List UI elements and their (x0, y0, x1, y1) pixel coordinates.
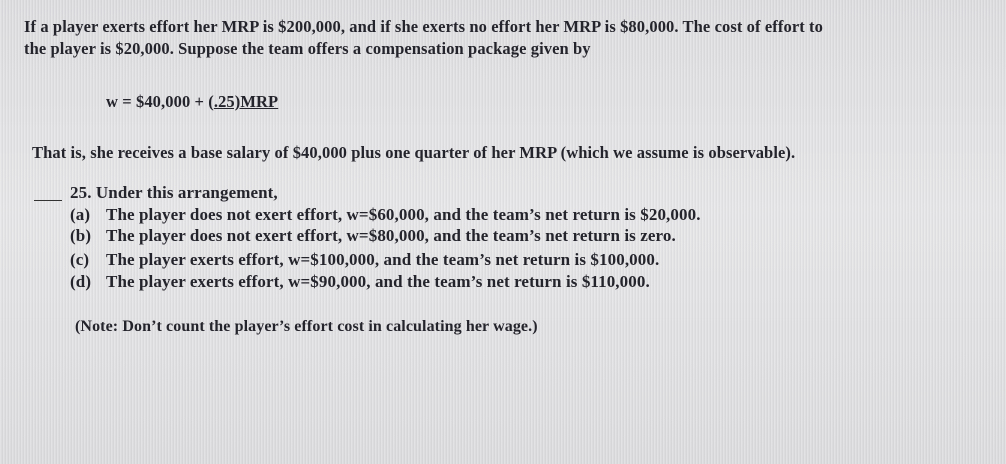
option-letter: (d) (70, 272, 92, 291)
formula-highlight: .25)MRP (213, 92, 279, 111)
formula-lhs: w = $40,000 + ( (106, 92, 214, 111)
option-a[interactable] (70, 205, 701, 225)
question-stem: 25. Under this arrangement, (70, 183, 278, 202)
option-letter: (b) (70, 226, 92, 245)
intro-line-2: the player is $20,000. Suppose the team offers a compensation package given by (24, 39, 591, 58)
note-text: (Note: Don’t count the player’s effort cost in calculating her wage.) (75, 318, 538, 335)
answer-blank[interactable] (34, 200, 62, 201)
option-b[interactable] (70, 226, 676, 246)
option-c[interactable] (70, 250, 659, 270)
compensation-formula (106, 92, 278, 112)
explanation-text: That is, she receives a base salary of $40,000 plus one quarter of her MRP (which we assume is observable). (32, 143, 796, 162)
option-text: The player does not exert effort, w=$60,000, and the team’s net return is $20,000. (106, 205, 701, 224)
option-text: The player exerts effort, w=$90,000, and the team’s net return is $110,000. (106, 272, 650, 291)
option-text: The player does not exert effort, w=$80,000, and the team’s net return is zero. (106, 226, 676, 245)
option-letter: (c) (70, 250, 90, 269)
option-text: The player exerts effort, w=$100,000, and the team’s net return is $100,000. (106, 250, 660, 269)
option-d[interactable] (70, 272, 650, 292)
option-letter: (a) (70, 205, 91, 224)
intro-line-1: If a player exerts effort her MRP is $200,000, and if she exerts no effort her MRP is $80,000. The cost of effort to (24, 17, 824, 36)
